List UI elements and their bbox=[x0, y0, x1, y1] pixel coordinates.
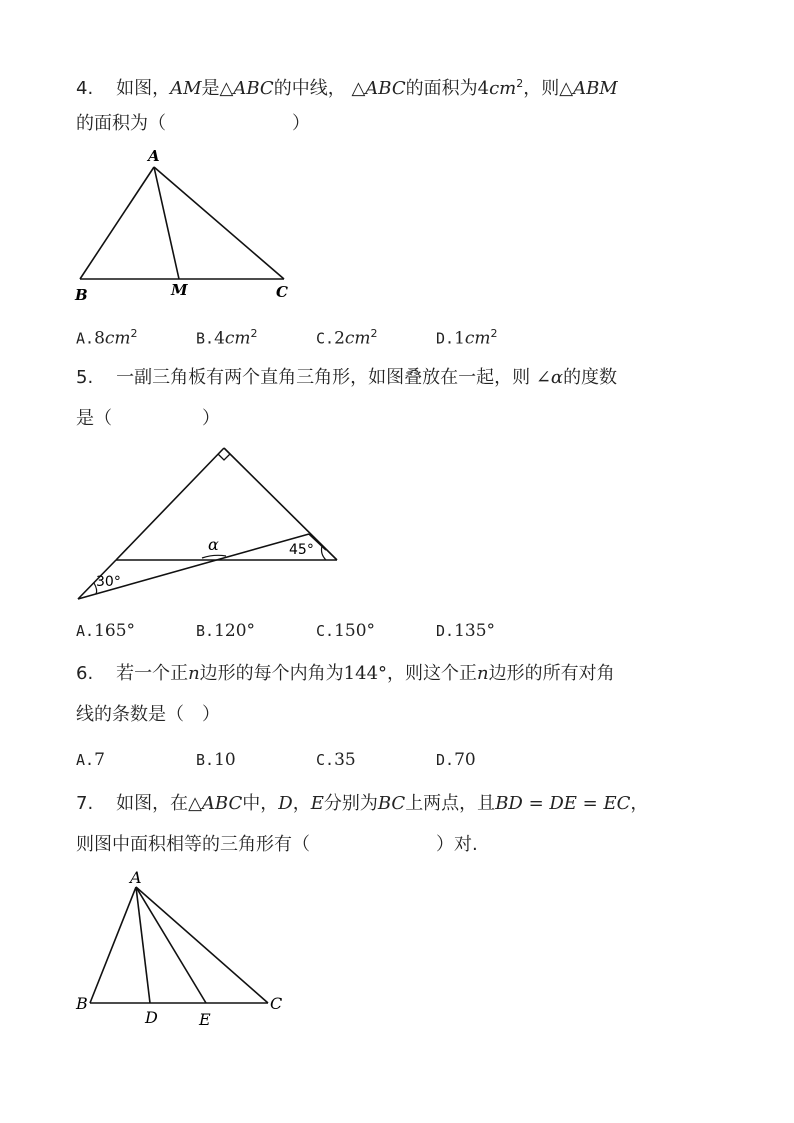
q7-text: ， bbox=[292, 793, 311, 814]
q4-text: 如图， bbox=[116, 78, 171, 99]
q5-label-alpha: α bbox=[208, 535, 219, 554]
q4-number: 4. bbox=[76, 78, 94, 99]
q4-text: 是 bbox=[201, 78, 220, 99]
option-letter: B. bbox=[196, 622, 215, 640]
option-letter: D. bbox=[436, 329, 455, 348]
q4-label-a: A bbox=[148, 147, 160, 165]
option-unit: cm bbox=[224, 328, 251, 349]
option-exponent: 2 bbox=[370, 327, 378, 340]
q7-point-d: D bbox=[278, 793, 293, 814]
q4-area-value: 4 bbox=[477, 78, 490, 99]
option-unit: cm bbox=[464, 328, 491, 349]
q7-segment-bc: BC bbox=[377, 793, 406, 814]
q7-label-c: C bbox=[270, 994, 283, 1013]
q7-number: 7. bbox=[76, 793, 94, 814]
option-value: 4 bbox=[214, 328, 225, 349]
q6-var-n: n bbox=[477, 663, 489, 684]
q4-median-am bbox=[154, 167, 179, 279]
q5-option-a[interactable] bbox=[76, 619, 135, 643]
q4-option-b[interactable] bbox=[196, 322, 258, 351]
option-exponent: 2 bbox=[250, 327, 258, 340]
q6-option-b[interactable] bbox=[196, 748, 236, 772]
q5-option-d[interactable] bbox=[436, 619, 495, 643]
q7-stem-line1 bbox=[76, 792, 648, 816]
q5-figure bbox=[70, 440, 350, 610]
q7-label-d: D bbox=[145, 1008, 158, 1027]
q4-figure bbox=[70, 145, 310, 305]
option-letter: A. bbox=[76, 751, 95, 769]
q7-stem-line2: 则图中面积相等的三角形有（ ）对. bbox=[76, 834, 478, 855]
q6-option-c[interactable] bbox=[316, 748, 356, 772]
q4-side-ab bbox=[80, 167, 154, 279]
q5-text: 一副三角板有两个直角三角形，如图叠放在一起，则 bbox=[116, 367, 531, 388]
q7-text: 上两点，且 bbox=[405, 793, 496, 814]
option-unit: cm bbox=[104, 328, 131, 349]
q6-text: 若一个正 bbox=[116, 663, 189, 684]
q5-label-45: 45° bbox=[289, 542, 314, 558]
q6-text: 边形的每个内角为 bbox=[199, 663, 344, 684]
q4-label-b: B bbox=[75, 286, 88, 304]
q6-var-n: n bbox=[188, 663, 200, 684]
q5-option-b[interactable] bbox=[196, 619, 255, 643]
q7-side-ab bbox=[90, 887, 136, 1003]
option-value: 8 bbox=[94, 328, 105, 349]
option-letter: D. bbox=[436, 751, 455, 769]
q5-option-c[interactable] bbox=[316, 619, 375, 643]
option-value: 1 bbox=[454, 328, 465, 349]
option-value: 150° bbox=[334, 621, 376, 641]
option-value: 2 bbox=[334, 328, 345, 349]
option-letter: A. bbox=[76, 329, 95, 348]
option-value: 10 bbox=[214, 750, 236, 770]
option-letter: B. bbox=[196, 751, 215, 769]
option-letter: C. bbox=[316, 622, 335, 640]
q4-segment-am: AM bbox=[170, 78, 202, 99]
q6-angle-value: 144° bbox=[343, 663, 388, 684]
q4-triangle-abc: △ABC bbox=[219, 78, 274, 99]
q7-side-ac bbox=[136, 887, 268, 1003]
q4-option-a[interactable] bbox=[76, 322, 138, 351]
q4-text: 的面积为 bbox=[405, 78, 478, 99]
q7-label-e: E bbox=[199, 1010, 211, 1029]
option-value: 120° bbox=[214, 621, 256, 641]
q4-side-ac bbox=[154, 167, 284, 279]
q7-figure bbox=[70, 865, 310, 1035]
q7-text: ， bbox=[630, 793, 649, 814]
q5-number: 5. bbox=[76, 367, 94, 388]
q4-area-unit: cm bbox=[489, 78, 517, 99]
q5-right-angle-mark bbox=[218, 454, 230, 460]
q6-text: 边形的所有对角 bbox=[488, 663, 615, 684]
q4-text: 的中线， bbox=[273, 78, 346, 99]
q5-angle-alpha: ∠α bbox=[535, 367, 564, 388]
q5-big-triangle-right bbox=[224, 448, 337, 560]
q4-area-exponent: 2 bbox=[516, 77, 524, 90]
q4-triangle-abm: △ABM bbox=[559, 78, 618, 99]
option-unit: cm bbox=[344, 328, 371, 349]
q4-text: ，则 bbox=[523, 78, 560, 99]
option-letter: D. bbox=[436, 622, 455, 640]
q6-text: ，则这个正 bbox=[387, 663, 478, 684]
option-letter: C. bbox=[316, 751, 335, 769]
option-exponent: 2 bbox=[490, 327, 498, 340]
q4-option-c[interactable] bbox=[316, 322, 378, 351]
option-value: 7 bbox=[94, 750, 105, 770]
q4-label-m: M bbox=[171, 281, 188, 299]
option-value: 135° bbox=[454, 621, 496, 641]
q5-text: 的度数 bbox=[563, 367, 618, 388]
option-value: 35 bbox=[334, 750, 356, 770]
q7-label-a: A bbox=[130, 868, 142, 887]
q6-stem-line2: 线的条数是（ ） bbox=[76, 704, 220, 725]
q4-stem-line2: 的面积为（ ） bbox=[76, 113, 310, 134]
option-letter: A. bbox=[76, 622, 95, 640]
option-letter: B. bbox=[196, 329, 215, 348]
q7-text: 中， bbox=[242, 793, 279, 814]
q7-point-e: E bbox=[310, 793, 324, 814]
option-value: 165° bbox=[94, 621, 136, 641]
q4-triangle-abc: △ABC bbox=[351, 78, 406, 99]
option-letter: C. bbox=[316, 329, 335, 348]
q7-segment-ae bbox=[136, 887, 206, 1003]
q6-number: 6. bbox=[76, 663, 94, 684]
option-value: 70 bbox=[454, 750, 476, 770]
q7-text: 分别为 bbox=[323, 793, 378, 814]
q6-option-d[interactable] bbox=[436, 748, 476, 772]
q7-segment-ad bbox=[136, 887, 150, 1003]
q7-label-b: B bbox=[76, 994, 88, 1013]
q4-label-c: C bbox=[276, 283, 288, 301]
q7-triangle-abc: △ABC bbox=[188, 793, 243, 814]
q6-option-a[interactable] bbox=[76, 748, 105, 772]
q5-label-30: 30° bbox=[96, 574, 121, 590]
q7-equation: BD = DE = EC bbox=[495, 793, 631, 814]
q4-option-d[interactable] bbox=[436, 322, 498, 351]
q5-stem-line1 bbox=[76, 366, 617, 390]
option-exponent: 2 bbox=[130, 327, 138, 340]
q6-stem-line1 bbox=[76, 662, 615, 686]
q7-text: 如图，在 bbox=[116, 793, 189, 814]
q5-stem-line2: 是（ ） bbox=[76, 408, 220, 429]
q4-stem-line1 bbox=[76, 72, 618, 101]
